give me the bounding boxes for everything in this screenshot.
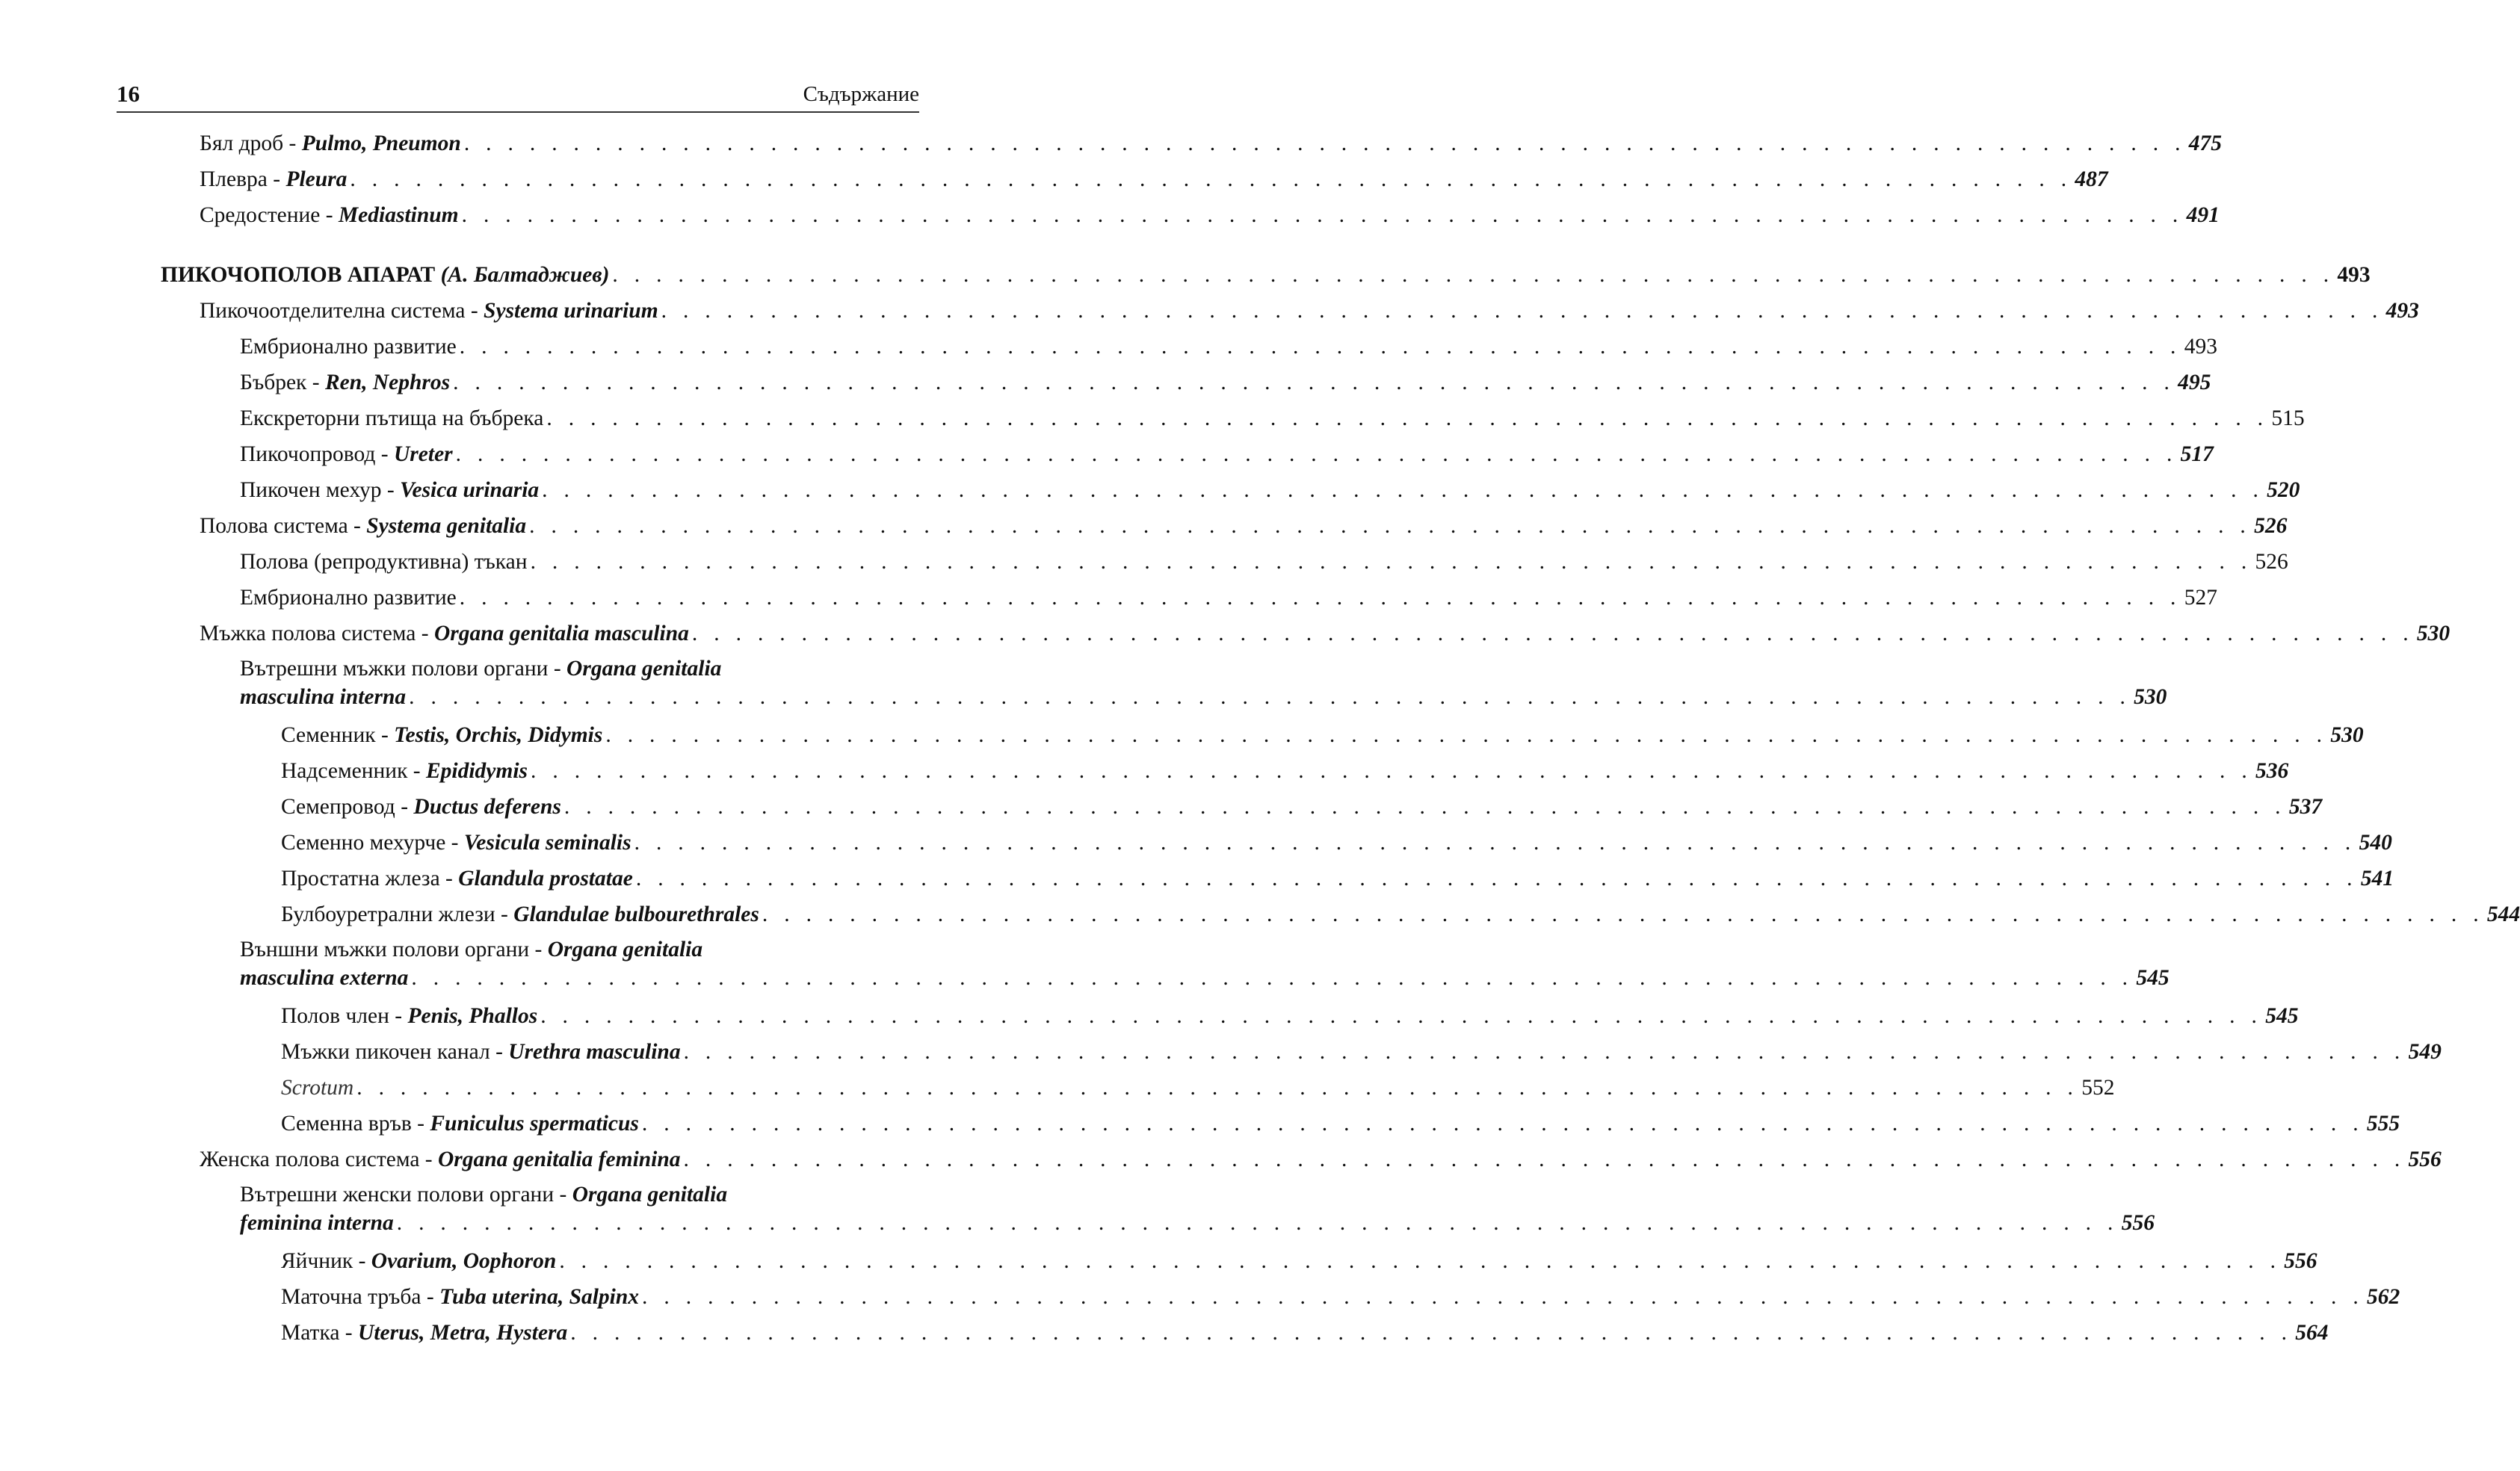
entry-title: Семенник - xyxy=(281,723,395,747)
toc-entry xyxy=(240,935,2170,992)
entry-page: 536 xyxy=(2255,759,2289,783)
toc-entry xyxy=(240,654,2167,711)
entry-page: 487 xyxy=(2075,167,2108,191)
entry-latin-term: Glandula prostatae xyxy=(458,867,633,891)
entry-latin-term: Penis, Phallos xyxy=(407,1004,538,1028)
dot-leader xyxy=(681,1037,2409,1067)
toc-entry xyxy=(200,128,2223,158)
entry-page: 493 xyxy=(2337,263,2371,287)
entry-latin-term: Scrotum xyxy=(281,1076,354,1100)
entry-title: Бъбрек - xyxy=(240,371,325,394)
entry-latin-term: Epididymis xyxy=(425,759,528,783)
entry-page: 556 xyxy=(2284,1249,2317,1273)
dot-leader xyxy=(459,200,2187,230)
dot-leader xyxy=(394,1209,2122,1237)
entry-page: 541 xyxy=(2360,867,2394,891)
toc-entry xyxy=(240,583,2217,613)
dot-leader xyxy=(450,368,2178,397)
entry-title: Надсеменник - xyxy=(281,759,426,783)
entry-page: 530 xyxy=(2416,622,2450,645)
entry-page: 545 xyxy=(2265,1004,2299,1028)
entry-page: 526 xyxy=(2254,514,2288,538)
entry-latin-term: Mediastinum xyxy=(338,203,459,227)
toc-entry xyxy=(200,619,2450,648)
entry-latin-term: Organa genitalia masculina xyxy=(433,622,689,645)
entry-title: Пикочопровод - xyxy=(240,442,394,466)
toc-entry xyxy=(240,403,2305,433)
entry-title: Матка - xyxy=(281,1321,359,1345)
dot-leader xyxy=(602,720,2330,750)
toc-entry xyxy=(281,1246,2317,1276)
dot-leader xyxy=(561,792,2289,822)
toc-entry xyxy=(240,439,2214,469)
toc-entry xyxy=(240,332,2217,362)
toc-entry xyxy=(281,1318,2329,1348)
entry-title: Булбоуретрални жлези - xyxy=(281,902,514,926)
toc-entry xyxy=(200,296,2419,326)
dot-leader xyxy=(556,1246,2284,1276)
entry-page: 530 xyxy=(2330,723,2364,747)
dot-leader xyxy=(639,1109,2367,1139)
entry-page: 493 xyxy=(2385,299,2419,323)
toc-entry xyxy=(281,864,2394,894)
running-header-title: Съдържание xyxy=(803,82,919,106)
toc-entry xyxy=(200,511,2288,541)
entry-title: Полова система - xyxy=(200,514,367,538)
entry-page: 530 xyxy=(2134,685,2167,709)
entry-page: 556 xyxy=(2121,1211,2155,1235)
toc-entry xyxy=(281,792,2323,822)
entry-title: Яйчник - xyxy=(281,1249,371,1273)
entry-page: 545 xyxy=(2136,966,2170,990)
entry-latin-term: Ovarium, Oophoron xyxy=(371,1249,557,1273)
dot-leader xyxy=(528,547,2255,577)
entry-latin-term: Testis, Orchis, Didymis xyxy=(394,723,603,747)
entry-latin-term: Urethra masculina xyxy=(508,1040,681,1064)
entry-page: 552 xyxy=(2081,1076,2115,1100)
dot-leader xyxy=(543,403,2271,433)
entry-title: Семенно мехурче - xyxy=(281,831,464,855)
entry-page: 517 xyxy=(2180,442,2214,466)
entry-title: Пикочен мехур - xyxy=(240,478,401,502)
toc-entry xyxy=(200,200,2220,230)
toc-entry xyxy=(281,828,2392,858)
dot-leader xyxy=(633,864,2361,894)
entry-page: 475 xyxy=(2188,131,2223,155)
dot-leader xyxy=(537,1001,2265,1031)
entry-latin-term: (А. Балтаджиев) xyxy=(440,263,610,287)
dot-leader xyxy=(539,475,2267,505)
dot-leader xyxy=(406,683,2134,711)
dot-leader xyxy=(759,899,2487,929)
entry-latin-term: Systema urinarium xyxy=(484,299,658,323)
dot-leader xyxy=(639,1282,2367,1312)
entry-page: 562 xyxy=(2367,1285,2400,1309)
dot-leader xyxy=(658,296,2386,326)
entry-title: Плевра - xyxy=(200,167,286,191)
entry-page: 515 xyxy=(2271,406,2305,430)
entry-page: 544 xyxy=(2486,902,2520,926)
dot-leader xyxy=(461,128,2189,158)
dot-leader xyxy=(567,1318,2295,1348)
entry-latin-term: Ureter xyxy=(394,442,453,466)
entry-title: Маточна тръба - xyxy=(281,1285,440,1309)
entry-title: Пикочоотделителна система - xyxy=(200,299,484,323)
toc-entry xyxy=(281,899,2520,929)
dot-leader xyxy=(453,439,2181,469)
dot-leader xyxy=(526,511,2254,541)
toc-entry xyxy=(281,720,2364,750)
entry-title: Вътрешни женски полови органи - xyxy=(240,1183,572,1207)
toc-entry xyxy=(281,1037,2442,1067)
dot-leader xyxy=(408,964,2136,992)
entry-title: Полов член - xyxy=(281,1004,408,1028)
entry-page: 556 xyxy=(2408,1148,2442,1171)
header-rule xyxy=(117,111,919,113)
entry-title: Полова (репродуктивна) тъкан xyxy=(240,550,528,574)
entry-latin-term: Pleura xyxy=(285,167,348,191)
entry-page: 495 xyxy=(2178,371,2211,394)
entry-title: Ембрионално развитие xyxy=(240,586,457,610)
entry-page: 493 xyxy=(2184,335,2217,359)
entry-latin-term: Organa genitalia feminina xyxy=(437,1148,681,1171)
entry-page: 540 xyxy=(2359,831,2392,855)
entry-title: Мъжки пикочен канал - xyxy=(281,1040,509,1064)
entry-latin-term: Systema genitalia xyxy=(366,514,527,538)
entry-title: Семенна връв - xyxy=(281,1112,430,1136)
entry-page: 555 xyxy=(2366,1112,2400,1136)
page-number: 16 xyxy=(117,81,140,107)
toc-entry xyxy=(281,1109,2400,1139)
entry-latin-term: Uterus, Metra, Hystera xyxy=(358,1321,568,1345)
entry-latin-term: Ductus deferens xyxy=(413,795,561,819)
toc-entry xyxy=(240,547,2288,577)
entry-title: Средостение - xyxy=(200,203,339,227)
toc-entry xyxy=(240,475,2300,505)
entry-latin-term: Organa genitalia xyxy=(547,938,703,961)
entry-page: 527 xyxy=(2184,586,2217,610)
toc-entry xyxy=(240,1180,2155,1237)
entry-title: Женска полова система - xyxy=(200,1148,438,1171)
entry-page: 491 xyxy=(2186,203,2220,227)
entry-latin-term-cont: masculina interna xyxy=(240,685,407,709)
entry-title: Ембрионално развитие xyxy=(240,335,457,359)
dot-leader xyxy=(609,260,2337,290)
toc-entry xyxy=(161,260,2371,290)
entry-latin-term-cont: masculina externa xyxy=(240,966,409,990)
dot-leader xyxy=(457,583,2184,613)
entry-latin-term: Glandulae bulbourethrales xyxy=(513,902,759,926)
toc-entry xyxy=(200,164,2108,194)
entry-latin-term: Organa genitalia xyxy=(572,1183,728,1207)
entry-title: Простатна жлеза - xyxy=(281,867,459,891)
entry-latin-term: Ren, Nephros xyxy=(324,371,451,394)
dot-leader xyxy=(347,164,2075,194)
toc-entry xyxy=(281,1282,2400,1312)
entry-title: Бял дроб - xyxy=(200,131,302,155)
entry-title: Семепровод - xyxy=(281,795,414,819)
entry-latin-term: Funiculus spermaticus xyxy=(430,1112,639,1136)
entry-title: Екскреторни пътища на бъбрека xyxy=(240,406,544,430)
entry-page: 549 xyxy=(2408,1040,2442,1064)
entry-page: 520 xyxy=(2267,478,2300,502)
entry-page: 537 xyxy=(2288,795,2323,819)
toc-entry xyxy=(200,1145,2442,1174)
entry-latin-term: Pulmo, Pneumon xyxy=(301,131,461,155)
entry-latin-term-cont: feminina interna xyxy=(240,1211,394,1235)
toc-entry xyxy=(281,1001,2299,1031)
dot-leader xyxy=(353,1073,2081,1103)
entry-page: 526 xyxy=(2255,550,2288,574)
entry-latin-term: Vesica urinaria xyxy=(400,478,540,502)
entry-latin-term: Organa genitalia xyxy=(566,657,722,681)
entry-page: 564 xyxy=(2295,1321,2329,1345)
dot-leader xyxy=(631,828,2359,858)
toc-entry xyxy=(240,368,2211,397)
entry-title: Външни мъжки полови органи - xyxy=(240,938,548,961)
dot-leader xyxy=(681,1145,2409,1174)
dot-leader xyxy=(689,619,2417,648)
entry-title: Вътрешни мъжки полови органи - xyxy=(240,657,567,681)
entry-title: ПИКОЧОПОЛОВ АПАРАТ xyxy=(161,263,441,287)
dot-leader xyxy=(457,332,2184,362)
toc-entry xyxy=(281,756,2289,786)
entry-latin-term: Tuba uterina, Salpinx xyxy=(439,1285,640,1309)
entry-title: Мъжка полова система - xyxy=(200,622,434,645)
toc-entry xyxy=(281,1073,2115,1103)
dot-leader xyxy=(528,756,2255,786)
entry-latin-term: Vesicula seminalis xyxy=(463,831,631,855)
